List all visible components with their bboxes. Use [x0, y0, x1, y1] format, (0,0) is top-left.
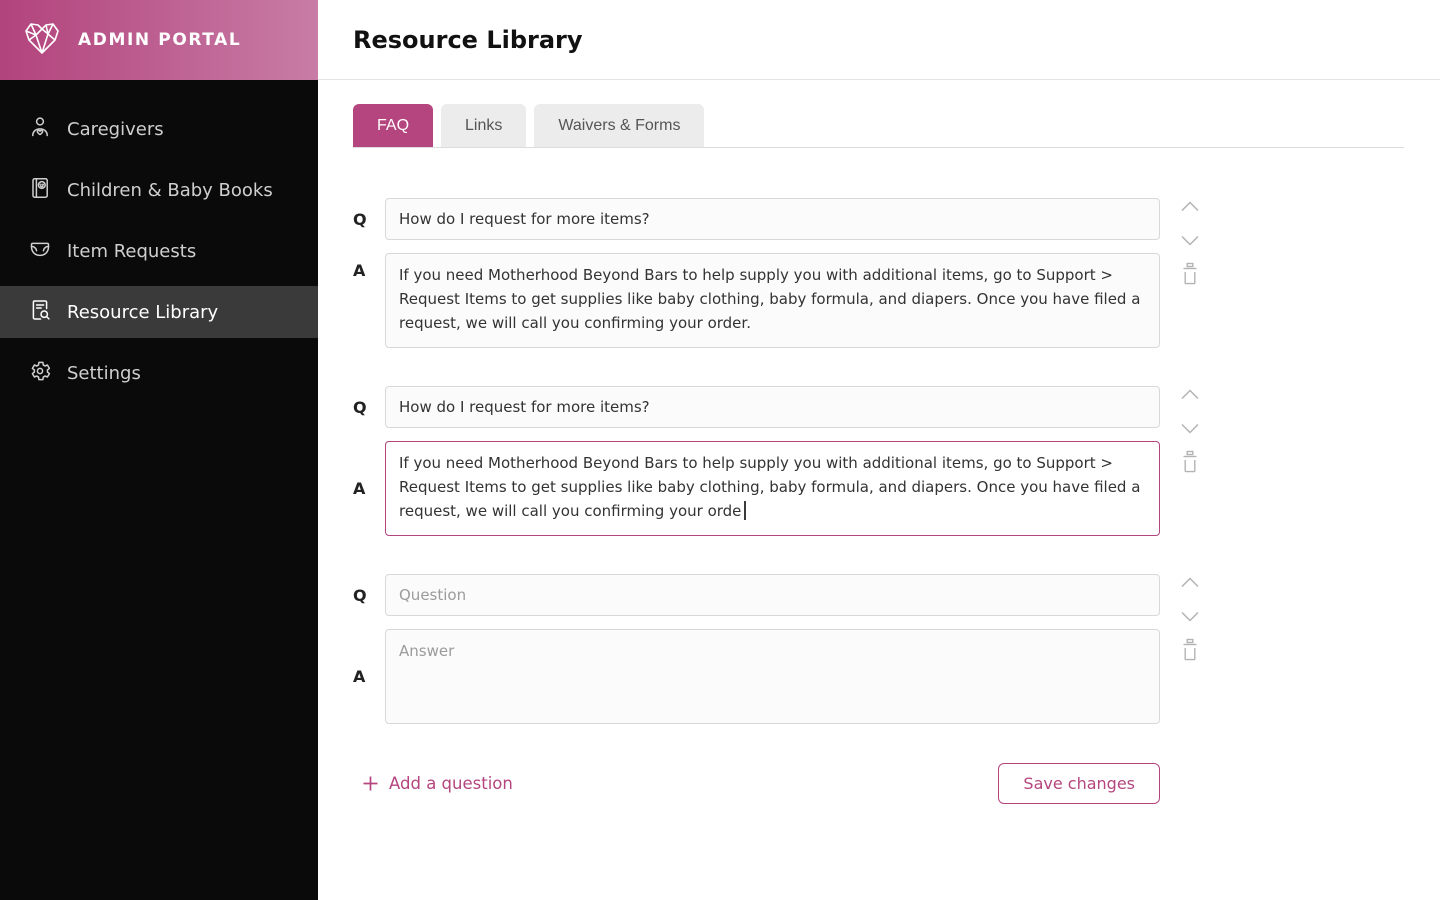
gear-icon: [28, 359, 52, 388]
baby-book-icon: [28, 176, 52, 205]
sidebar-item-label: Caregivers: [67, 118, 164, 140]
page-header: [318, 0, 1440, 80]
answer-label: A: [353, 479, 366, 498]
plus-icon: [362, 775, 379, 792]
diaper-icon: [28, 237, 52, 266]
trash-icon: [1180, 262, 1200, 286]
sidebar-nav: [0, 80, 318, 399]
resource-library-icon: [28, 298, 52, 327]
delete-button[interactable]: [1180, 262, 1200, 286]
faq-row: [353, 386, 1440, 536]
brand-title: ADMIN PORTAL: [78, 30, 242, 50]
move-up-button[interactable]: [1179, 200, 1201, 213]
chevron-up-icon: [1182, 579, 1198, 587]
caregivers-icon: [28, 115, 52, 144]
answer-textarea[interactable]: [385, 629, 1160, 724]
faq-list: [353, 198, 1440, 724]
tab-bar: [353, 104, 1404, 148]
faq-row: [353, 574, 1440, 724]
delete-button[interactable]: [1180, 638, 1200, 662]
question-label: Q: [353, 397, 367, 417]
form-controls: [353, 763, 1160, 804]
question-input[interactable]: [385, 198, 1160, 240]
sidebar-item-children-baby-books[interactable]: [0, 164, 318, 216]
answer-label: A: [353, 667, 366, 686]
tab-links[interactable]: Links: [441, 104, 526, 147]
sidebar-item-label: Settings: [67, 362, 141, 384]
question-input[interactable]: [385, 574, 1160, 616]
trash-icon: [1180, 450, 1200, 474]
trash-icon: [1180, 638, 1200, 662]
sidebar-item-caregivers[interactable]: [0, 103, 318, 155]
sidebar-item-label: Resource Library: [67, 301, 219, 323]
move-down-button[interactable]: [1179, 422, 1201, 435]
question-label: Q: [353, 585, 367, 605]
answer-label: A: [353, 261, 366, 280]
page-title: Resource Library: [353, 25, 583, 54]
add-question-label: Add a question: [389, 774, 513, 793]
question-input[interactable]: [385, 386, 1160, 428]
delete-button[interactable]: [1180, 450, 1200, 474]
sidebar-item-resource-library[interactable]: [0, 286, 318, 338]
save-changes-button[interactable]: Save changes: [998, 763, 1160, 804]
sidebar-item-label: Item Requests: [67, 240, 197, 262]
chevron-up-icon: [1182, 391, 1198, 399]
chevron-down-icon: [1182, 613, 1198, 621]
main-area: [318, 0, 1440, 900]
sidebar-header: [0, 0, 318, 80]
chevron-down-icon: [1182, 237, 1198, 245]
answer-textarea[interactable]: [385, 253, 1160, 348]
faq-row: [353, 198, 1440, 348]
sidebar-item-item-requests[interactable]: [0, 225, 318, 277]
move-up-button[interactable]: [1179, 576, 1201, 589]
chevron-down-icon: [1182, 425, 1198, 433]
chevron-up-icon: [1182, 203, 1198, 211]
tab-waivers-forms[interactable]: Waivers & Forms: [534, 104, 704, 147]
sidebar-item-label: Children & Baby Books: [67, 179, 273, 201]
add-question-button[interactable]: [362, 774, 513, 793]
move-down-button[interactable]: [1179, 610, 1201, 623]
answer-text: If you need Motherhood Beyond Bars to help supply you with additional items, go to Support > Request Items to get supplies like baby clothing, baby formula, and diapers. Once you have filed a request, we will call you confirming your orde: [399, 454, 1141, 520]
tab-faq[interactable]: FAQ: [353, 104, 433, 147]
text-caret: [744, 501, 746, 520]
sidebar: [0, 0, 318, 900]
sidebar-item-settings[interactable]: [0, 347, 318, 399]
question-label: Q: [353, 209, 367, 229]
move-up-button[interactable]: [1179, 388, 1201, 401]
heart-logo-icon: [22, 18, 62, 62]
move-down-button[interactable]: [1179, 234, 1201, 247]
answer-textarea-focused[interactable]: [385, 441, 1160, 536]
